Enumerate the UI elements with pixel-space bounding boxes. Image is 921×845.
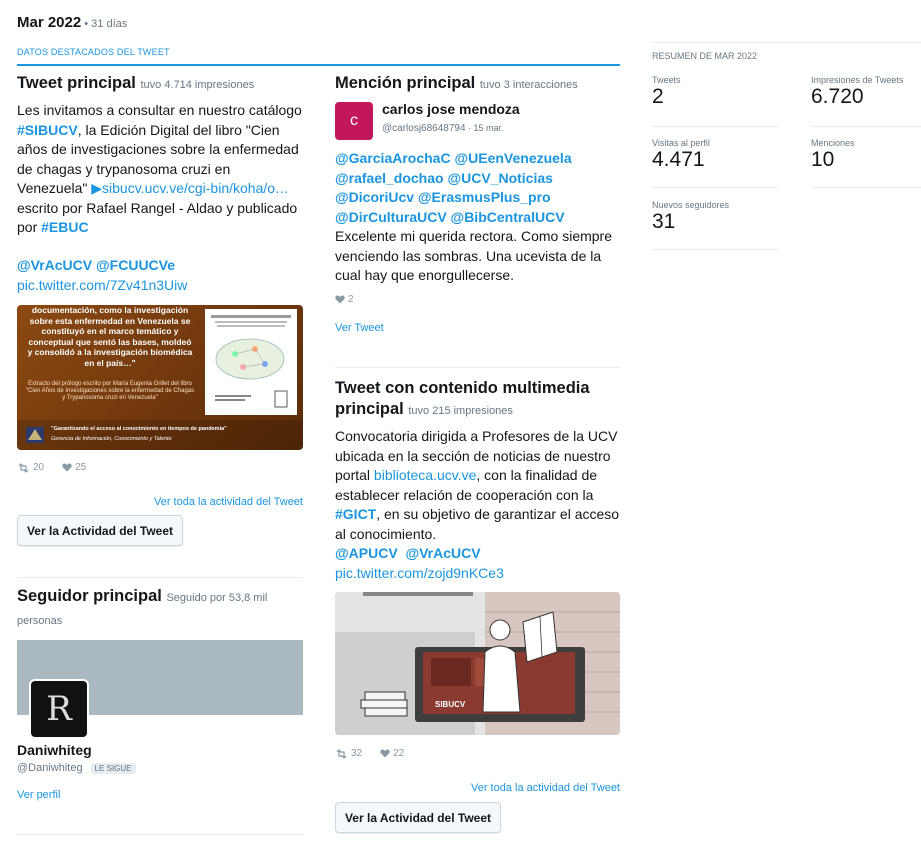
- media-tweet-text: [335, 427, 620, 583]
- retweet-count: 32: [351, 748, 363, 759]
- summary-impressions: [811, 75, 921, 127]
- top-mention-interactions: tuvo 3 interacciones: [479, 79, 578, 91]
- ucv-logo-icon: [25, 426, 45, 444]
- summary-label: Impresiones de Tweets: [811, 75, 904, 85]
- summary-tweets: [652, 75, 778, 127]
- view-all-activity-link[interactable]: Ver toda la actividad del Tweet: [470, 782, 620, 794]
- book-cover-image: [205, 309, 297, 415]
- tab-highlights-label: DATOS DESTACADOS DEL TWEET: [17, 47, 170, 57]
- divider: [335, 367, 620, 368]
- divider: [652, 42, 921, 43]
- mention-handles-line[interactable]: @GarciaArochaC @UEenVenezuela: [335, 150, 572, 166]
- mention-stats: [335, 294, 354, 305]
- view-all-activity-link[interactable]: Ver toda la actividad del Tweet: [153, 496, 303, 508]
- pic-link[interactable]: pic.twitter.com/7Zv41n3Uiw: [17, 277, 188, 293]
- top-tweet-impressions: tuvo 4.714 impresiones: [140, 79, 255, 91]
- view-profile-link[interactable]: Ver perfil: [17, 789, 61, 801]
- top-follower-heading: Seguidor principal: [17, 587, 162, 605]
- image-credit: Extracto del prólogo escrito por María Eugenia Grillet del libro "Cien Años de Investigaciones sobre la enfermedad de Chagas y Trypanosoma cruzi en Venezuela": [25, 381, 195, 401]
- tab-highlights[interactable]: [17, 42, 620, 66]
- summary-label: Visitas al perfil: [652, 138, 710, 148]
- top-tweet-stats: [17, 462, 86, 473]
- hashtag-gict[interactable]: #GICT: [335, 506, 377, 522]
- follower-name[interactable]: Daniwhiteg: [17, 742, 92, 758]
- summary-value: 4.471: [652, 148, 705, 171]
- top-tweet-title: [17, 74, 254, 93]
- top-media-heading-cont: principal: [335, 400, 404, 418]
- mention-vracucv[interactable]: @VrAcUCV: [17, 257, 93, 273]
- divider: [17, 834, 303, 835]
- like-count: 25: [75, 462, 87, 473]
- media-tweet-stats: [335, 748, 404, 759]
- top-follower-title: [17, 587, 303, 606]
- mention-body: Excelente mi querida rectora. Como siempre venciendo las sombras. Una ucevista de la cual hay que enorgullecerse.: [335, 228, 613, 283]
- summary-label: Tweets: [652, 75, 681, 85]
- top-tweet-text: [17, 101, 303, 238]
- catalog-link[interactable]: ▶sibucv.ucv.ve/cgi-bin/koha/o…: [91, 180, 290, 196]
- top-tweet-mentions: [17, 256, 175, 276]
- top-mention-heading: Mención principal: [335, 74, 476, 92]
- retweet-stat: [17, 462, 44, 473]
- follower-avatar[interactable]: [29, 679, 89, 739]
- retweet-stat: [335, 748, 362, 759]
- image-label: SIBUCV: [435, 700, 466, 709]
- period-days: • 31 días: [81, 18, 128, 30]
- summary-value: 6.720: [811, 85, 864, 108]
- heart-icon: [335, 295, 345, 304]
- top-tweet-pic-link[interactable]: [17, 276, 187, 296]
- tweet-text-part: escrito por Rafael Rangel - Aldao y publicado por: [17, 199, 298, 235]
- image-quote: documentación, como la investigación sobre esta enfermedad en Venezuela se constituyó en el marco temático y conceptual que sentó las bases, moldeó y consolidó a la investigación biomédica en el país…": [27, 305, 193, 368]
- summary-mentions: [811, 138, 921, 188]
- follows-you-badge: LE SIGUE: [91, 763, 136, 774]
- tweet-text-part: , en su objetivo de garantizar el acceso al conocimiento.: [335, 506, 620, 542]
- mention-avatar[interactable]: [335, 102, 373, 140]
- retweet-icon: [335, 749, 348, 759]
- top-media-tweet-title: [335, 378, 620, 422]
- heart-icon: [380, 749, 390, 758]
- top-media-heading: Tweet con contenido multimedia: [335, 379, 590, 397]
- hashtag-sibucv[interactable]: #SIBUCV: [17, 121, 78, 138]
- retweet-icon: [17, 463, 30, 473]
- summary-value: 31: [652, 210, 676, 233]
- top-mention-title: [335, 74, 578, 93]
- like-stat: [380, 748, 404, 759]
- illustration-image: [335, 592, 620, 735]
- avatar-letter: c: [350, 112, 358, 129]
- summary-value: 10: [811, 148, 835, 171]
- hashtag-ebuc[interactable]: #EBUC: [41, 219, 89, 235]
- retweet-count: 20: [33, 462, 45, 473]
- mention-text: [335, 149, 620, 286]
- image-footer-line-1: "Garantizando el acceso al conocimiento en tiempos de pandemia": [51, 426, 227, 432]
- mention-author-name[interactable]: carlos jose mendoza: [382, 101, 520, 117]
- top-media-impressions: tuvo 215 impresiones: [408, 405, 513, 417]
- tweet-text-part: , con la finalidad de establecer relación de cooperación con la: [335, 467, 598, 503]
- button-label: Ver la Actividad del Tweet: [26, 523, 174, 538]
- portal-link[interactable]: biblioteca.ucv.ve: [373, 467, 477, 483]
- summary-value: 2: [652, 85, 664, 108]
- mention-handles-line[interactable]: @DirCulturaUCV @BibCentralUCV: [335, 208, 565, 225]
- summary-profile-visits: [652, 138, 778, 188]
- image-footer: [17, 420, 303, 450]
- mention-fcuucve[interactable]: @FCUUCVe: [96, 257, 176, 273]
- tweet-text-part: Les invitamos a consultar en nuestro catálogo: [17, 102, 302, 118]
- summary-new-followers: [652, 200, 778, 250]
- like-stat: [335, 294, 354, 305]
- summary-label: Menciones: [811, 138, 855, 148]
- mention-author-handle: @carlosj68648794: [382, 123, 466, 134]
- mention-date: · 15 mar.: [465, 123, 504, 133]
- mention-author-meta: [382, 123, 504, 134]
- view-tweet-activity-button[interactable]: [17, 515, 183, 546]
- top-follower-meta: Seguido por 53,8 mil: [166, 592, 268, 604]
- top-tweet-image[interactable]: [17, 305, 303, 450]
- like-stat: [62, 462, 86, 473]
- avatar-letter: R: [46, 689, 72, 729]
- like-count: 22: [393, 748, 405, 759]
- top-tweet-heading: Tweet principal: [17, 74, 136, 92]
- tweet-text-part: Convocatoria dirigida a Profesores de la UCV ubicada en la sección de noticias de nuestro portal: [335, 428, 618, 483]
- mention-handles-line[interactable]: @rafael_dochao @UCV_Noticias: [335, 169, 553, 186]
- media-tweet-mentions[interactable]: @APUCV @VrAcUCV: [335, 545, 481, 561]
- like-count: 2: [348, 294, 354, 305]
- image-footer-line-2: Gerencia de Información, Conocimiento y Talento: [51, 436, 172, 442]
- summary-title: RESUMEN DE MAR 2022: [652, 51, 758, 61]
- period-title: [17, 14, 127, 31]
- button-label: Ver la Actividad del Tweet: [344, 810, 492, 825]
- follower-handle: @Daniwhiteg: [17, 762, 83, 774]
- mention-handles-line[interactable]: @DicoriUcv @ErasmusPlus_pro: [335, 189, 551, 205]
- follower-handle-row: [17, 762, 136, 774]
- top-follower-meta-cont: personas: [17, 615, 63, 627]
- summary-label: Nuevos seguidores: [652, 200, 730, 210]
- heart-icon: [62, 463, 72, 472]
- view-tweet-link[interactable]: Ver Tweet: [335, 322, 384, 334]
- media-tweet-image[interactable]: [335, 592, 620, 735]
- tweet-text-part: , la Edición Digital del libro "Cien años de investigaciones sobre la enfermedad de chagas y trypanosoma cruzi en Venezuela": [17, 121, 299, 196]
- pic-link[interactable]: pic.twitter.com/zojd9nKCe3: [335, 564, 504, 581]
- period-month: Mar 2022: [17, 14, 82, 31]
- view-tweet-activity-button[interactable]: [335, 802, 501, 833]
- divider: [17, 577, 303, 578]
